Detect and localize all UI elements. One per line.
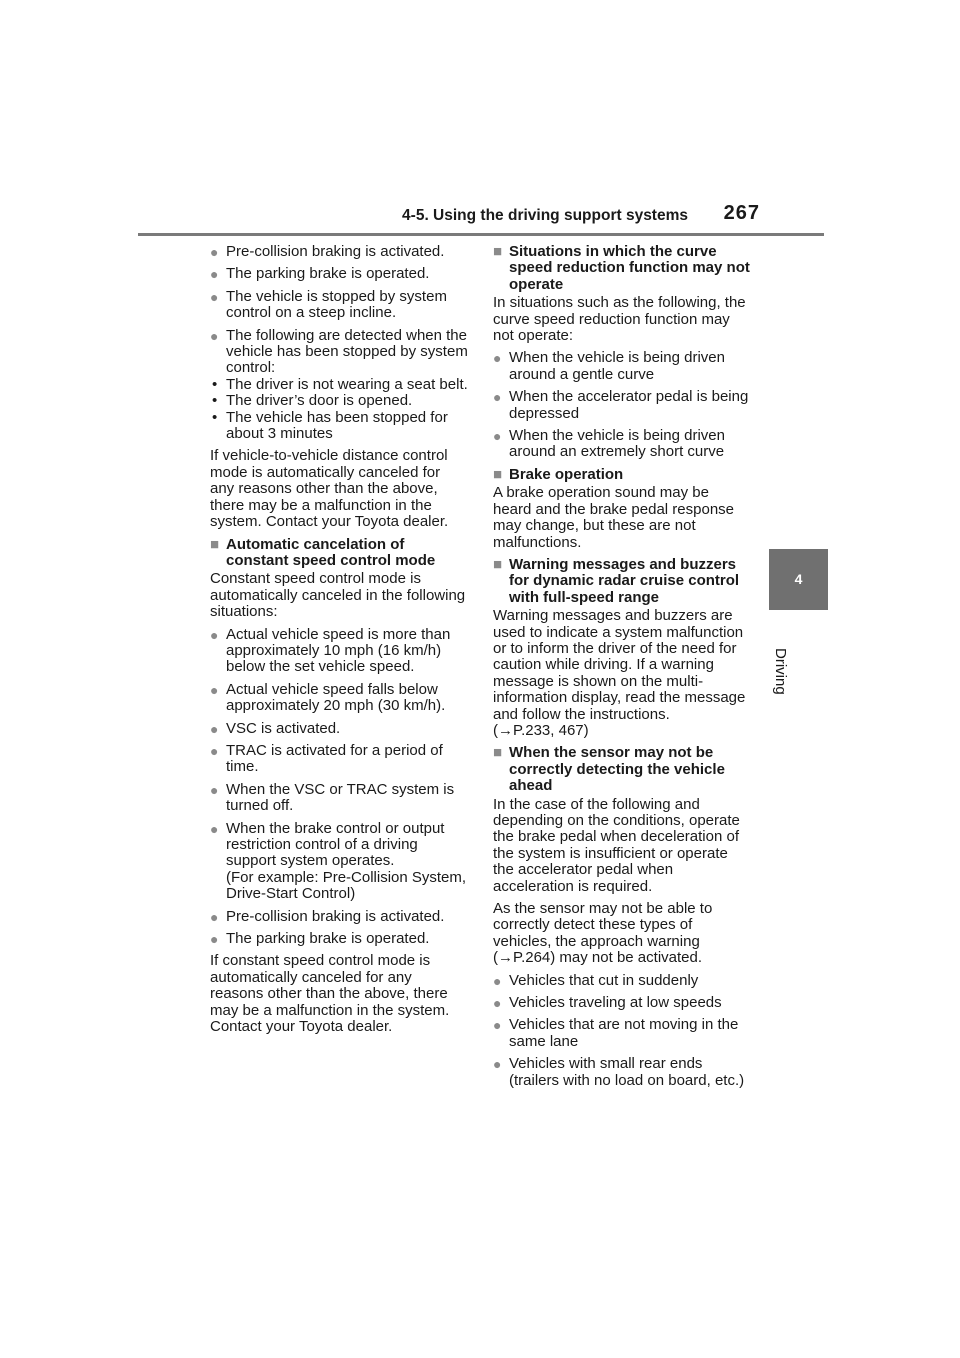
- paragraph: Constant speed control mode is automatically canceled in the following situations:: [210, 570, 466, 621]
- list-item: [210, 931, 468, 947]
- bullet-icon: ●: [210, 908, 219, 925]
- bullet-icon: ●: [210, 327, 219, 344]
- list-item-text: The parking brake is operated.: [226, 265, 430, 283]
- bullet-icon: ●: [493, 389, 502, 406]
- bullet-icon: ●: [210, 742, 219, 759]
- left-column: [210, 244, 468, 1041]
- list-item-text: When the accelerator pedal is being depressed: [509, 388, 749, 422]
- header-rule: [138, 233, 824, 236]
- bullet-icon: ●: [210, 244, 219, 260]
- list-item-text: Vehicles traveling at low speeds: [509, 994, 722, 1012]
- list-item: [493, 1056, 751, 1089]
- list-item-text: Pre-collision braking is activated.: [226, 907, 445, 925]
- subheading: [493, 467, 751, 483]
- list-item-text: When the brake control or output restriction control of a driving support system operates.: [226, 819, 445, 870]
- bullet-icon: ●: [493, 995, 502, 1012]
- list-item-text: When the VSC or TRAC system is turned off.: [226, 780, 455, 815]
- paragraph-text: Warning messages and buzzers are used to indicate a system malfunction or to inform the driver of the need for caution while driving. If a warning message is shown on the multi-information display, read the message and follow the instructions.: [493, 607, 746, 723]
- paragraph: As the sensor may not be able to correctly detect these types of vehicles, the approach warning (→P.264) may not be activated.: [493, 900, 713, 967]
- list-item: [493, 995, 751, 1011]
- bullet-icon: ●: [493, 350, 502, 367]
- list-item: [493, 973, 751, 989]
- subheading-text: Automatic cancelation of constant speed control mode: [226, 535, 436, 569]
- list-item-text: Vehicles with small rear ends (trailers with no load on board, etc.): [509, 1055, 745, 1089]
- sub-item: [210, 393, 468, 409]
- list-item: [210, 244, 468, 260]
- section-title: 4-5. Using the driving support systems: [402, 207, 688, 224]
- list-item: [493, 389, 751, 422]
- dash-icon: •: [212, 408, 218, 426]
- chapter-tab[interactable]: 4: [769, 549, 828, 610]
- chapter-label: Driving: [772, 648, 789, 695]
- subheading-text: Warning messages and buzzers for dynamic radar cruise control with full-speed range: [509, 555, 740, 606]
- list-item-text: Vehicles that are not moving in the same lane: [509, 1016, 739, 1050]
- square-marker-icon: ■: [493, 243, 503, 260]
- bullet-icon: ●: [210, 820, 219, 837]
- bullet-icon: ●: [210, 266, 219, 283]
- list-item: [210, 782, 468, 815]
- list-item: [210, 682, 468, 715]
- subheading-text: Brake operation: [509, 465, 624, 483]
- list-item: [493, 350, 751, 383]
- page-reference-link[interactable]: P.264) may not be activated.: [513, 949, 703, 967]
- bullet-icon: ●: [493, 428, 502, 445]
- subheading: [493, 244, 751, 293]
- list-item-text: The parking brake is operated.: [226, 930, 430, 948]
- bullet-icon: ●: [210, 288, 219, 305]
- list-item-text: Vehicles that cut in suddenly: [509, 971, 699, 989]
- paragraph-text: As the sensor may not be able to correctly detect these types of vehicles, the approach warning: [493, 900, 713, 950]
- sub-item-text: The driver’s door is opened.: [226, 392, 413, 410]
- page-reference-link[interactable]: P.233, 467): [513, 721, 589, 739]
- paragraph: Warning messages and buzzers are used to indicate a system malfunction or to inform the driver of the need for caution while driving. If a warning message is shown on the multi-information display, read the message and follow the instructions. (→P.233, 467): [493, 607, 746, 739]
- dash-icon: •: [212, 392, 218, 410]
- paragraph: If constant speed control mode is automatically canceled for any reasons other than the above, there may be a malfunction in the system. Contact your Toyota dealer.: [210, 952, 450, 1036]
- paragraph: If vehicle-to-vehicle distance control mode is automatically canceled for any reasons other than the above, there may be a malfunction in the system. Contact your Toyota dealer.: [210, 447, 449, 531]
- subheading: [493, 557, 751, 606]
- list-item-text: The vehicle is stopped by system control on a steep incline.: [226, 287, 447, 322]
- list-item-text: The following are detected when the vehicle has been stopped by system control:: [226, 326, 468, 377]
- subheading-text: When the sensor may not be correctly detecting the vehicle ahead: [509, 744, 725, 795]
- list-item: [210, 289, 468, 322]
- bullet-icon: ●: [493, 1056, 502, 1073]
- sub-item-text: The driver is not wearing a seat belt.: [226, 375, 468, 393]
- sub-item: [210, 410, 468, 443]
- list-item: [493, 428, 751, 461]
- list-item: [210, 821, 468, 903]
- paragraph: A brake operation sound may be heard and the brake pedal response may change, but these are not malfunctions.: [493, 484, 735, 551]
- paragraph: In situations such as the following, the curve speed reduction function may not operate:: [493, 294, 746, 345]
- arrow-icon: →: [498, 721, 513, 739]
- list-item: [210, 721, 468, 737]
- list-item-text: Actual vehicle speed falls below approximately 20 mph (30 km/h).: [226, 680, 446, 715]
- bullet-icon: ●: [210, 931, 219, 948]
- subheading: [210, 537, 468, 570]
- list-item-note: (For example: Pre-Collision System, Drive-Start Control): [226, 868, 467, 903]
- bullet-icon: ●: [493, 1017, 502, 1034]
- right-column: [493, 244, 751, 1095]
- list-item: [210, 328, 468, 443]
- list-item-text: VSC is activated.: [226, 719, 341, 737]
- square-marker-icon: ■: [493, 465, 503, 483]
- paragraph: In the case of the following and depending on the conditions, operate the brake pedal when deceleration of the system is insufficient or operate the accelerator pedal when acceleration is required.: [493, 795, 740, 895]
- sub-item: [210, 377, 468, 393]
- subheading: [493, 745, 751, 794]
- square-marker-icon: ■: [493, 744, 503, 762]
- list-item: [210, 909, 468, 925]
- list-item: [210, 627, 468, 676]
- list-item-text: TRAC is activated for a period of time.: [226, 741, 443, 776]
- bullet-icon: ●: [210, 626, 219, 643]
- page-number: 267: [723, 202, 760, 224]
- list-item: [210, 743, 468, 776]
- subheading-text: Situations in which the curve speed reduction function may not operate: [509, 243, 750, 293]
- bullet-icon: ●: [210, 781, 219, 798]
- list-item-text: When the vehicle is being driven around an extremely short curve: [509, 427, 725, 461]
- list-item-text: Actual vehicle speed is more than approximately 10 mph (16 km/h) below the set vehicle speed.: [226, 625, 451, 676]
- list-item: [210, 266, 468, 282]
- square-marker-icon: ■: [210, 535, 220, 553]
- bullet-icon: ●: [210, 720, 219, 737]
- dash-icon: •: [212, 375, 218, 393]
- list-item-text: Pre-collision braking is activated.: [226, 243, 445, 260]
- square-marker-icon: ■: [493, 555, 503, 573]
- bullet-icon: ●: [210, 681, 219, 698]
- list-item: [493, 1017, 751, 1050]
- bullet-icon: ●: [493, 972, 502, 989]
- list-item-text: When the vehicle is being driven around a gentle curve: [509, 349, 725, 383]
- sub-item-text: The vehicle has been stopped for about 3 minutes: [226, 408, 448, 443]
- arrow-icon: →: [498, 949, 513, 967]
